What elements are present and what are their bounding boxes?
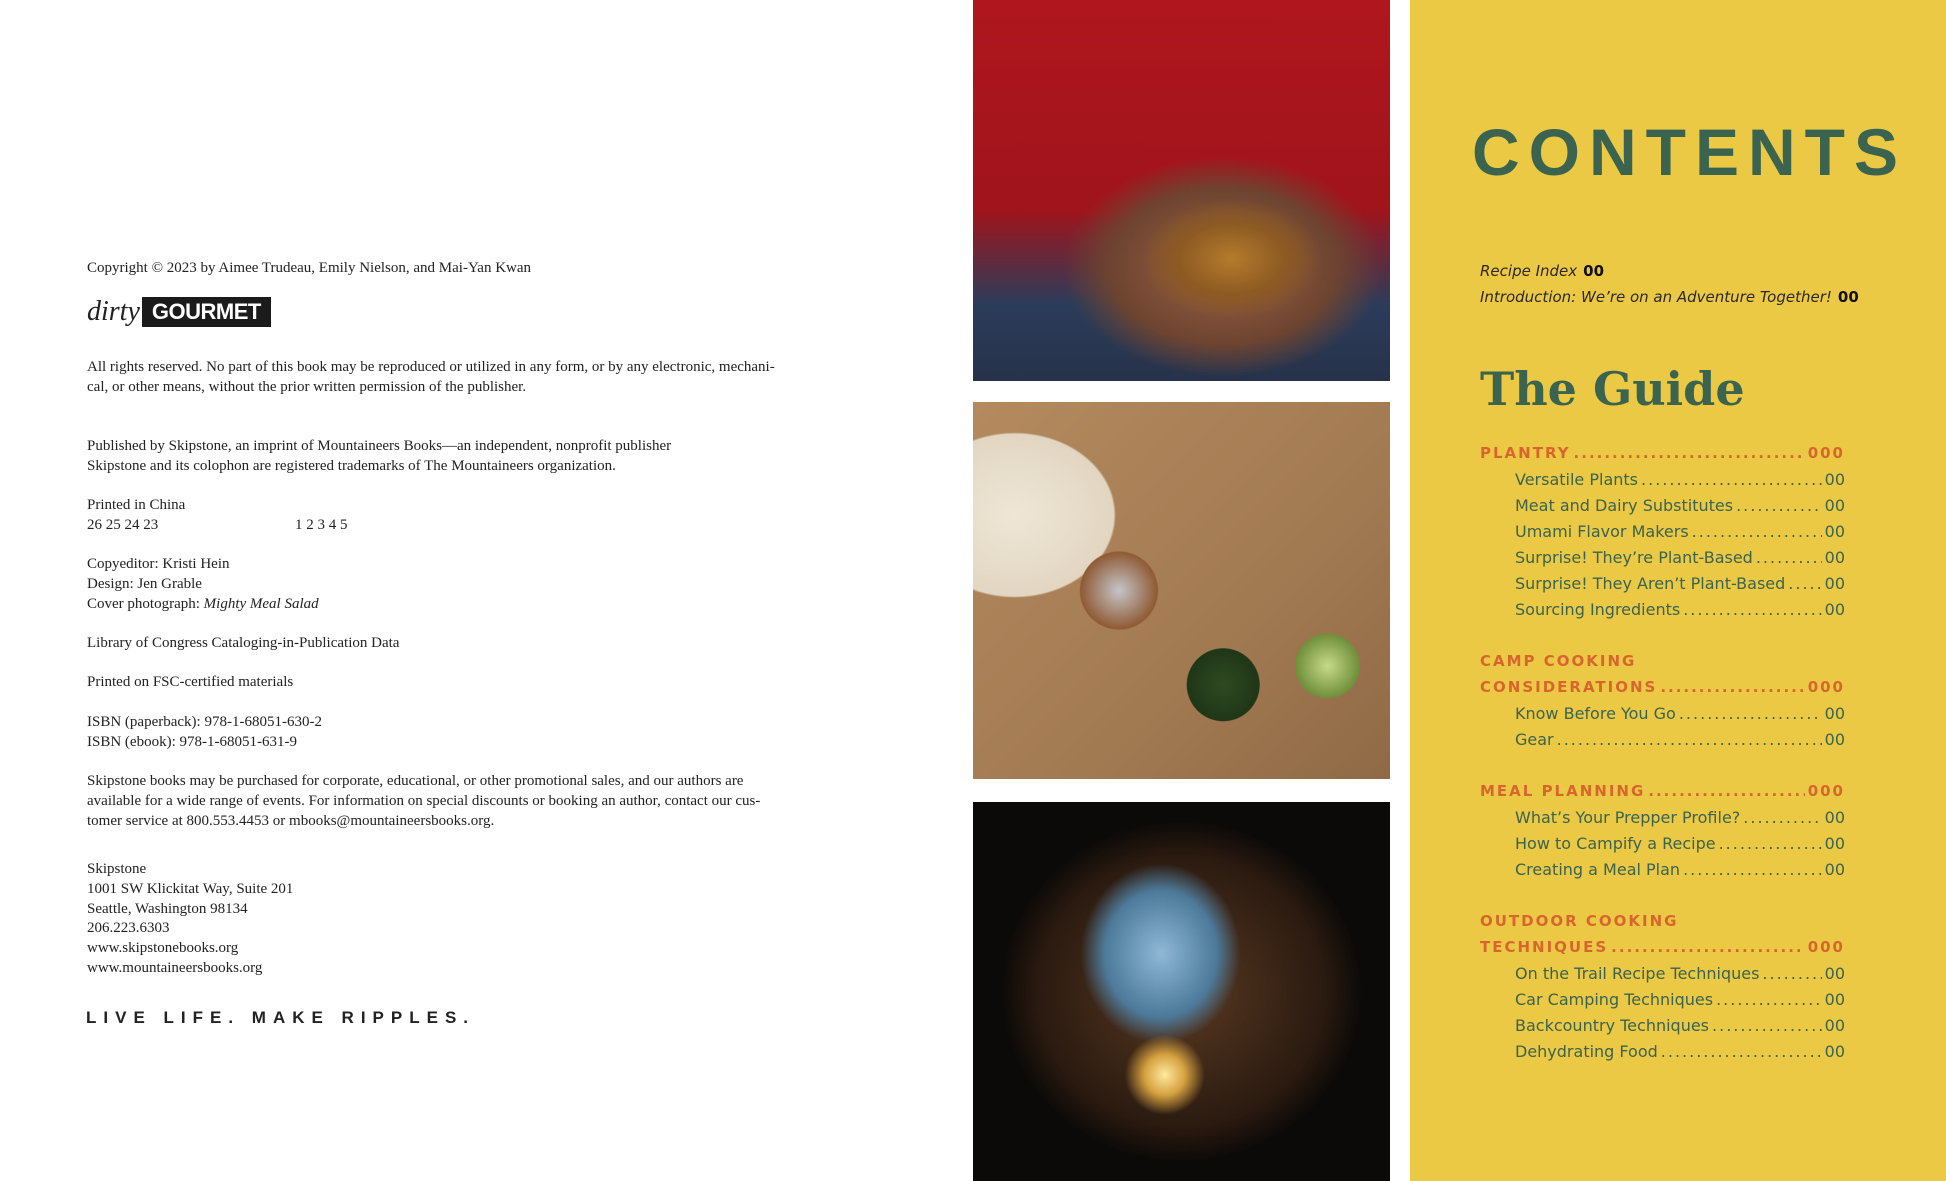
photo-tent-lantern	[973, 802, 1390, 1181]
toc-page: 00	[1583, 262, 1605, 280]
cover-title: Mighty Meal Salad	[203, 596, 319, 612]
library-cip: Library of Congress Cataloging-in-Publication Data	[87, 635, 400, 651]
toc-leader	[1712, 1016, 1822, 1035]
print-run: 1 2 3 4 5	[295, 517, 348, 533]
toc-entry[interactable]	[1515, 1042, 1845, 1068]
toc-label: Recipe Index	[1480, 262, 1578, 280]
toc-recipe-index[interactable]	[1480, 262, 1604, 280]
toc-leader	[1683, 860, 1822, 879]
toc-entry[interactable]	[1515, 548, 1845, 574]
contents-panel	[1410, 0, 1946, 1181]
published-line-1: Published by Skipstone, an imprint of Mountaineers Books—an independent, nonprofit publisher	[87, 438, 672, 454]
toc-label: Know Before You Go	[1515, 704, 1676, 723]
toc-entry[interactable]	[1515, 496, 1845, 522]
address-line: www.mountaineersbooks.org	[87, 960, 263, 976]
toc-page: 00	[1824, 1016, 1845, 1035]
toc-label: Backcountry Techniques	[1515, 1016, 1710, 1035]
toc-label: On the Trail Recipe Techniques	[1515, 964, 1760, 983]
rights-line-1: All rights reserved. No part of this book may be reproduced or utilized in any form, or by any electronic, mechani-	[87, 359, 775, 375]
toc-page: 000	[1807, 678, 1845, 696]
toc-entry[interactable]	[1515, 860, 1845, 886]
toc-label: CONSIDERATIONS	[1480, 678, 1658, 696]
address-line: Seattle, Washington 98134	[87, 901, 248, 917]
toc-page: 00	[1824, 496, 1845, 515]
toc-entry[interactable]	[1515, 990, 1845, 1016]
toc-label: Introduction: We’re on an Adventure Together!	[1480, 288, 1832, 306]
toc-page: 000	[1807, 938, 1845, 956]
toc-entry[interactable]	[1515, 808, 1845, 834]
toc-entry[interactable]	[1515, 574, 1845, 600]
toc-introduction[interactable]	[1480, 288, 1859, 306]
design-credit: Design: Jen Grable	[87, 576, 202, 592]
toc-label: PLANTRY	[1480, 444, 1571, 462]
address-line: 206.223.6303	[87, 920, 170, 936]
toc-label: Umami Flavor Makers	[1515, 522, 1689, 541]
toc-label: Surprise! They’re Plant-Based	[1515, 548, 1753, 567]
toc-page: 00	[1824, 600, 1845, 619]
toc-leader	[1743, 808, 1821, 827]
toc-entry[interactable]	[1515, 834, 1845, 860]
toc-page: 00	[1824, 522, 1845, 541]
toc-entry[interactable]	[1515, 704, 1845, 730]
toc-leader	[1756, 548, 1822, 567]
logo-script: dirty	[87, 296, 140, 327]
toc-page: 00	[1824, 730, 1845, 749]
printed-in: Printed in China	[87, 497, 186, 513]
toc-label: Versatile Plants	[1515, 470, 1639, 489]
toc-label: Car Camping Techniques	[1515, 990, 1714, 1009]
toc-page: 00	[1824, 548, 1845, 567]
toc-section[interactable]	[1480, 652, 1845, 678]
toc-leader	[1679, 704, 1822, 723]
toc-label: How to Campify a Recipe	[1515, 834, 1716, 853]
copyright-line: Copyright © 2023 by Aimee Trudeau, Emily Nielson, and Mai-Yan Kwan	[87, 260, 532, 276]
toc-leader	[1762, 964, 1821, 983]
toc-label: MEAL PLANNING	[1480, 782, 1646, 800]
toc-leader	[1692, 522, 1822, 541]
toc-page: 00	[1824, 964, 1845, 983]
logo-stamp: GOURMET	[142, 297, 271, 327]
photo-tortillas-spices	[973, 402, 1390, 779]
contents-title: CONTENTS	[1472, 115, 1907, 189]
isbn-paperback: ISBN (paperback): 978-1-68051-630-2	[87, 714, 322, 730]
toc-leader	[1788, 574, 1821, 593]
toc-section[interactable]	[1480, 938, 1845, 964]
toc-page: 00	[1824, 808, 1845, 827]
toc-label: Creating a Meal Plan	[1515, 860, 1681, 879]
toc-leader	[1574, 444, 1805, 462]
toc-page: 00	[1824, 834, 1845, 853]
toc-label: Dehydrating Food	[1515, 1042, 1658, 1061]
toc-leader	[1648, 782, 1804, 800]
guide-heading: The Guide	[1480, 362, 1745, 416]
toc-section[interactable]	[1480, 444, 1845, 470]
toc-entry[interactable]	[1515, 600, 1845, 626]
toc-label: TECHNIQUES	[1480, 938, 1609, 956]
toc-leader	[1660, 678, 1804, 696]
toc-entry[interactable]	[1515, 964, 1845, 990]
toc-entry[interactable]	[1515, 730, 1845, 756]
toc-label: Surprise! They Aren’t Plant-Based	[1515, 574, 1786, 593]
toc-section[interactable]	[1480, 912, 1845, 938]
toc-page: 00	[1837, 288, 1859, 306]
toc-page: 00	[1824, 470, 1845, 489]
sales-line-2: available for a wide range of events. For information on special discounts or booking an author, contact our cus-	[87, 793, 761, 809]
toc-leader	[1557, 730, 1822, 749]
toc-entry[interactable]	[1515, 1016, 1845, 1042]
copyeditor: Copyeditor: Kristi Hein	[87, 556, 230, 572]
toc-page: 00	[1824, 1042, 1845, 1061]
toc-page: 00	[1824, 574, 1845, 593]
dirty-gourmet-logo	[87, 296, 271, 328]
print-years: 26 25 24 23	[87, 517, 159, 533]
toc-label: Sourcing Ingredients	[1515, 600, 1681, 619]
cover-credit	[87, 595, 319, 615]
cover-label: Cover photograph:	[87, 596, 204, 612]
toc-leader	[1719, 834, 1822, 853]
toc-leader	[1736, 496, 1822, 515]
address-line: 1001 SW Klickitat Way, Suite 201	[87, 881, 294, 897]
toc-entry[interactable]	[1515, 522, 1845, 548]
toc-page: 00	[1824, 704, 1845, 723]
sales-line-3: tomer service at 800.553.4453 or mbooks@mountaineersbooks.org.	[87, 813, 495, 829]
tagline: LIVE LIFE. MAKE RIPPLES.	[86, 1008, 476, 1027]
toc-label: OUTDOOR COOKING	[1480, 912, 1679, 930]
toc-label: What’s Your Prepper Profile?	[1515, 808, 1741, 827]
toc-page: 000	[1807, 782, 1845, 800]
toc-page: 00	[1824, 990, 1845, 1009]
isbn-ebook: ISBN (ebook): 978-1-68051-631-9	[87, 734, 297, 750]
fsc-note: Printed on FSC-certified materials	[87, 674, 294, 690]
toc-section[interactable]	[1480, 678, 1845, 704]
toc-label: Gear	[1515, 730, 1554, 749]
address-line: www.skipstonebooks.org	[87, 940, 239, 956]
published-line-2: Skipstone and its colophon are registered trademarks of The Mountaineers organization.	[87, 458, 616, 474]
rights-line-2: cal, or other means, without the prior written permission of the publisher.	[87, 379, 527, 395]
toc-page: 00	[1824, 860, 1845, 879]
address-line: Skipstone	[87, 861, 147, 877]
toc-entry[interactable]	[1515, 470, 1845, 496]
toc-leader	[1641, 470, 1822, 489]
toc-page: 000	[1807, 444, 1845, 462]
toc-label: CAMP COOKING	[1480, 652, 1637, 670]
toc-leader	[1683, 600, 1821, 619]
photo-hands-chickpeas	[973, 0, 1390, 381]
toc-section[interactable]	[1480, 782, 1845, 808]
toc-label: Meat and Dairy Substitutes	[1515, 496, 1734, 515]
sales-line-1: Skipstone books may be purchased for corporate, educational, or other promotional sales, and our authors are	[87, 773, 744, 789]
toc-leader	[1661, 1042, 1822, 1061]
toc-leader	[1611, 938, 1805, 956]
toc-leader	[1716, 990, 1822, 1009]
